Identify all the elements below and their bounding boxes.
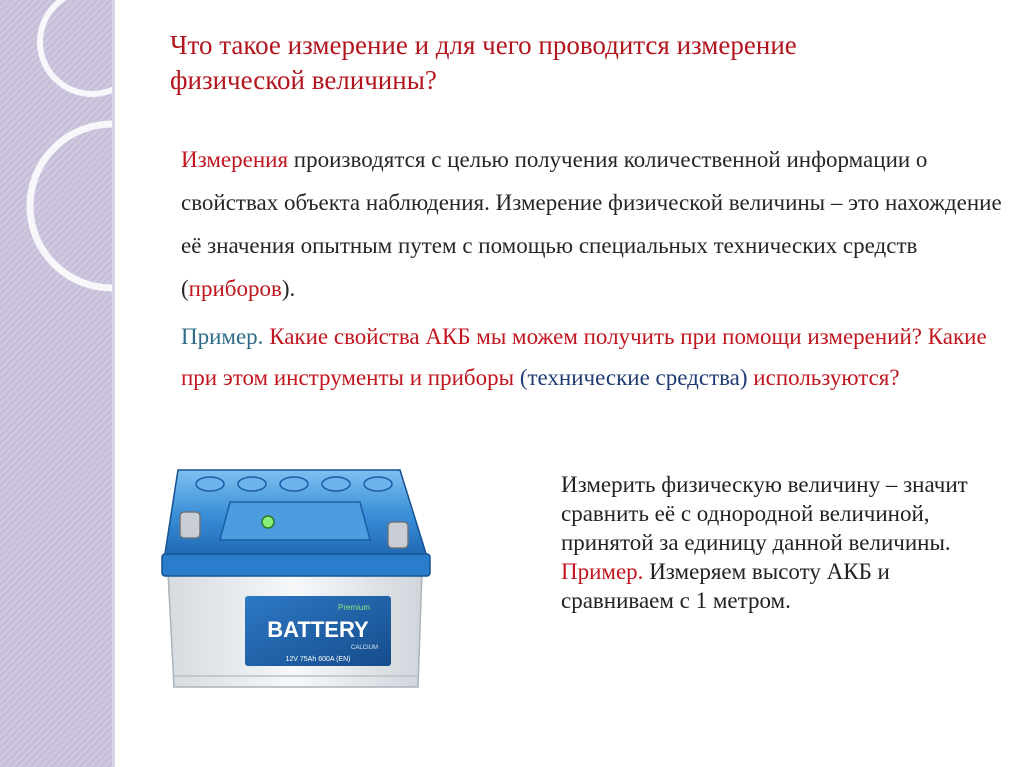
car-battery-icon [160, 462, 435, 697]
paragraph-definition [181, 138, 1011, 310]
battery-spec: 12V 75Ah 600A (EN) [285, 656, 351, 663]
battery-image [160, 462, 435, 702]
battery-badge: Premium [337, 603, 370, 612]
battery-sublabel: CALCIUM [350, 645, 378, 651]
paragraph-example-question [181, 316, 1011, 398]
decorative-circles-icon [0, 0, 112, 767]
battery-brand: BATTERY [267, 617, 369, 642]
side-explanation [561, 470, 1001, 615]
side-example-label: Пример. [561, 559, 644, 584]
term-instruments: приборов [188, 276, 282, 301]
question-end: используются? [747, 365, 900, 390]
example-label: Пример. [181, 324, 264, 349]
question-text: Какие свойства АКБ мы можем получить при помощи измерений? Какие при этом инструменты и приборы [181, 324, 987, 390]
paragraph-definition-end: ). [281, 276, 296, 301]
technical-means-text: (технические средства) [519, 365, 748, 390]
term-measurements: Измерения [181, 147, 289, 172]
paragraph-definition-text: производятся с целью получения количественной информации о свойствах объекта наблюдения. Измерение физической величины – это нахождение её значения опытным путем с помощью специальных технических средств ( [181, 147, 1002, 301]
side-example-text: Измеряем высоту АКБ и сравниваем с 1 метром. [561, 559, 890, 613]
side-definition: Измерить физическую величину – значит сравнить её с однородной величиной, принятой за единицу данной величины. [561, 472, 968, 555]
slide-title: Что такое измерение и для чего проводится измерение физической величины? [170, 30, 797, 95]
decorative-sidebar [0, 0, 112, 767]
sidebar-divider [112, 0, 115, 767]
